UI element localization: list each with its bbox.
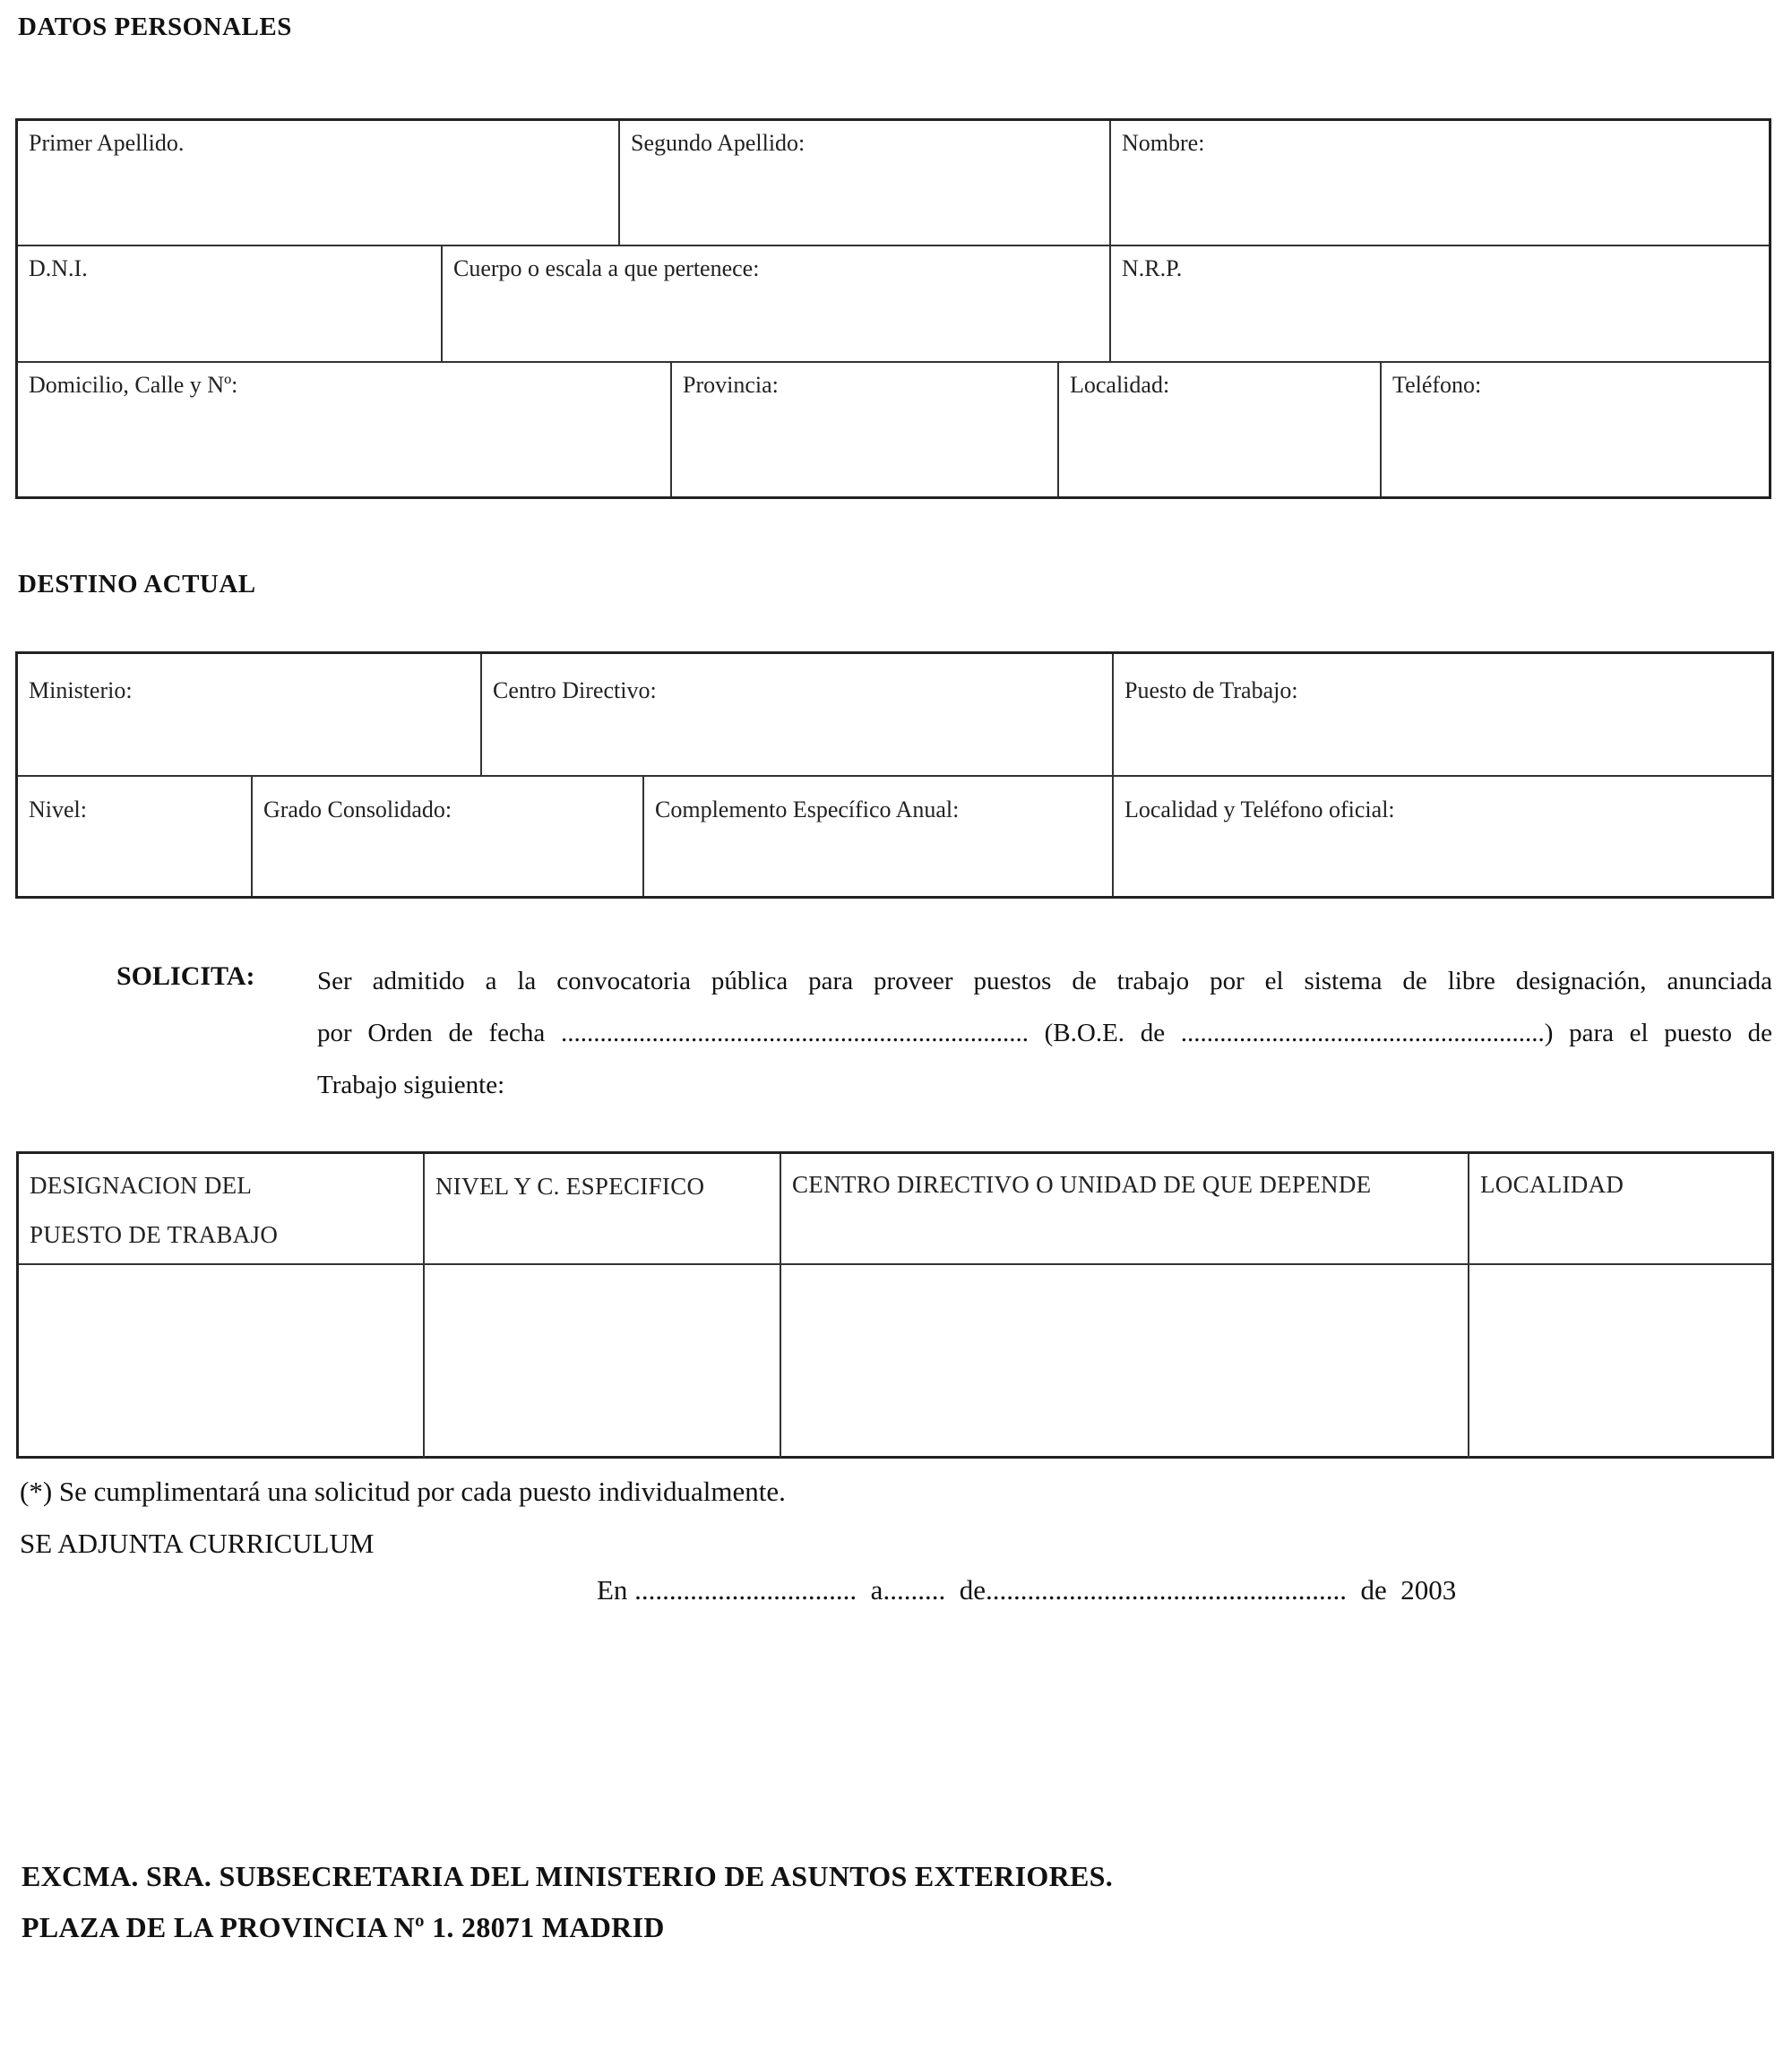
input-designacion[interactable] [19, 1265, 425, 1458]
input-centro-directivo[interactable] [781, 1265, 1469, 1458]
puesto-solicitado-table [16, 1151, 1774, 1459]
header-centro-directivo: CENTRO DIRECTIVO O UNIDAD DE QUE DEPENDE [781, 1154, 1469, 1263]
field-nrp[interactable]: N.R.P. [1122, 255, 1183, 281]
field-centro-directivo[interactable]: Centro Directivo: [482, 654, 1114, 775]
field-complemento-especifico[interactable]: Complemento Específico Anual: [644, 777, 1114, 896]
field-segundo-apellido[interactable]: Segundo Apellido: [620, 121, 1111, 245]
field-nombre[interactable]: Nombre: [1122, 130, 1205, 156]
input-localidad[interactable] [1469, 1265, 1771, 1458]
personal-data-table [15, 118, 1771, 499]
field-localidad-telefono-oficial[interactable]: Localidad y Teléfono oficial: [1124, 797, 1395, 822]
field-provincia[interactable]: Provincia: [672, 363, 1059, 496]
curriculum-note: SE ADJUNTA CURRICULUM [20, 1528, 375, 1559]
header-designacion [19, 1154, 425, 1263]
field-nivel[interactable]: Nivel: [18, 777, 253, 896]
section-heading-destino: DESTINO ACTUAL [18, 570, 256, 598]
input-nivel-c-especifico[interactable] [425, 1265, 781, 1458]
section-heading-personal: DATOS PERSONALES [18, 13, 292, 41]
solicita-label: SOLICITA: [116, 961, 255, 991]
field-domicilio[interactable]: Domicilio, Calle y Nº: [18, 363, 672, 496]
solicita-line-3: Trabajo siguiente: [317, 1071, 505, 1099]
header-designacion-line-1: DESIGNACION DEL [30, 1172, 253, 1199]
field-ministerio[interactable]: Ministerio: [18, 654, 482, 775]
field-grado-consolidado[interactable]: Grado Consolidado: [253, 777, 644, 896]
header-nivel-c-especifico: NIVEL Y C. ESPECIFICO [425, 1154, 781, 1263]
solicita-line-2: por Orden de fecha ........................................................................ (B.O.E. de ........................................................) para el puesto de [317, 1019, 1772, 1047]
addressee-line-1: EXCMA. SRA. SUBSECRETARIA DEL MINISTERIO DE ASUNTOS EXTERIORES. [22, 1860, 1114, 1892]
addressee-line-2: PLAZA DE LA PROVINCIA Nº 1. 28071 MADRID [22, 1911, 665, 1943]
field-cuerpo[interactable]: Cuerpo o escala a que pertenece: [443, 246, 1111, 361]
header-localidad: LOCALIDAD [1480, 1171, 1624, 1198]
solicita-line-1: Ser admitido a la convocatoria pública para proveer puestos de trabajo por el sistema de libre designación, anunciada [317, 967, 1772, 995]
asterisk-note: (*) Se cumplimentará una solicitud por cada puesto individualmente. [20, 1476, 786, 1507]
header-designacion-line-2: PUESTO DE TRABAJO [30, 1221, 279, 1248]
field-telefono[interactable]: Teléfono: [1392, 372, 1482, 398]
solicita-paragraph [317, 955, 1772, 1111]
field-primer-apellido[interactable]: Primer Apellido. [18, 121, 620, 245]
destino-table [15, 651, 1774, 899]
date-line: En ................................ a......... de.................................................... de 2003 [597, 1574, 1457, 1606]
field-localidad[interactable]: Localidad: [1059, 363, 1382, 496]
field-dni[interactable]: D.N.I. [18, 246, 443, 361]
field-puesto-trabajo[interactable]: Puesto de Trabajo: [1124, 677, 1298, 703]
